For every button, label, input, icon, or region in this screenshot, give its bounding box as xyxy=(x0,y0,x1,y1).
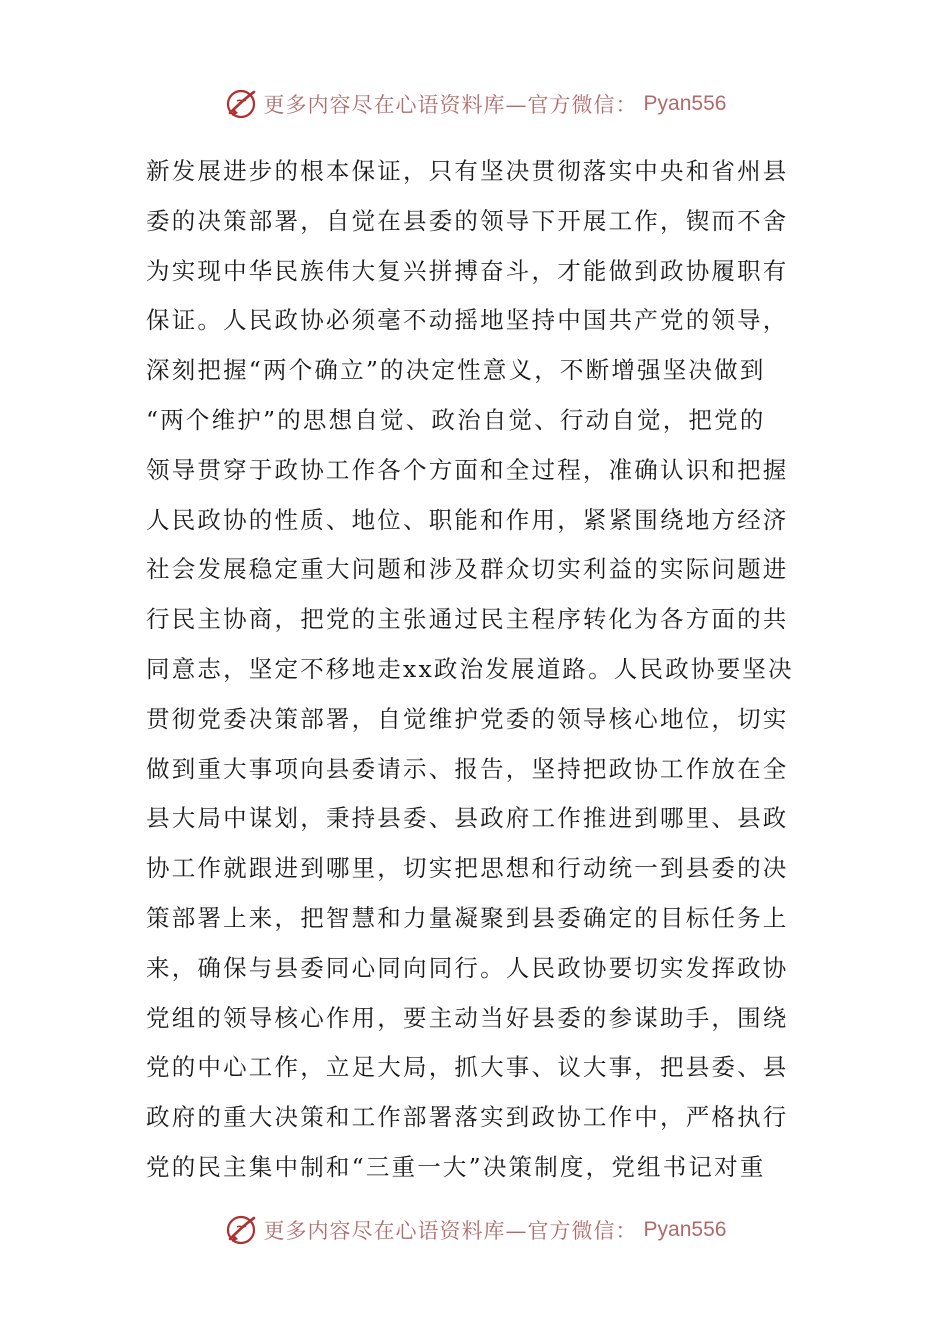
text-line: 委的决策部署，自觉在县委的领导下开展工作，锲而不舍 xyxy=(146,206,789,235)
text-line: 社会发展稳定重大问题和涉及群众切实利益的实际问题进 xyxy=(146,555,789,584)
watermark-wechat-id: Pyan556 xyxy=(643,1218,727,1241)
text-line: 保证。人民政协必须毫不动摇地坚持中国共产党的领导， xyxy=(146,306,789,335)
text-line: 同意志，坚定不移地走xx政治发展道路。人民政协要坚决 xyxy=(146,654,794,683)
text-line: 政府的重大决策和工作部署落实到政协工作中，严格执行 xyxy=(146,1103,789,1132)
text-line: 为实现中华民族伟大复兴拼搏奋斗，才能做到政协履职有 xyxy=(146,256,789,285)
watermark-text: 更多内容尽在心语资料库—官方微信： xyxy=(263,1219,638,1243)
document-body xyxy=(146,147,806,1193)
text-line: “两个维护”的思想自觉、政治自觉、行动自觉，把党的 xyxy=(146,405,766,434)
text-line: 党的民主集中制和“三重一大”决策制度，党组书记对重 xyxy=(146,1152,766,1181)
text-line: 深刻把握“两个确立”的决定性意义，不断增强坚决做到 xyxy=(146,356,766,385)
text-line: 领导贯穿于政协工作各个方面和全过程，准确认识和把握 xyxy=(146,455,789,484)
footer-watermark xyxy=(0,1210,950,1250)
text-line: 做到重大事项向县委请示、报告，坚持把政协工作放在全 xyxy=(146,754,789,783)
pen-seal-icon xyxy=(224,87,258,121)
text-line: 党组的领导核心作用，要主动当好县委的参谋助手，围绕 xyxy=(146,1003,789,1032)
text-line: 人民政协的性质、地位、职能和作用，紧紧围绕地方经济 xyxy=(146,505,789,534)
watermark-text: 更多内容尽在心语资料库—官方微信： xyxy=(263,93,638,117)
text-line: 县大局中谋划，秉持县委、县政府工作推进到哪里、县政 xyxy=(146,804,789,833)
watermark-wechat-id: Pyan556 xyxy=(643,92,727,115)
text-line: 党的中心工作，立足大局，抓大事、议大事，把县委、县 xyxy=(146,1053,789,1082)
text-line: 行民主协商，把党的主张通过民主程序转化为各方面的共 xyxy=(146,605,789,634)
header-watermark xyxy=(0,84,950,124)
text-line: 来，确保与县委同心同向同行。人民政协要切实发挥政协 xyxy=(146,953,789,982)
text-line: 新发展进步的根本保证，只有坚决贯彻落实中央和省州县 xyxy=(146,157,789,185)
text-line: 贯彻党委决策部署，自觉维护党委的领导核心地位，切实 xyxy=(146,704,789,733)
pen-seal-icon xyxy=(224,1213,258,1247)
text-line: 协工作就跟进到哪里，切实把思想和行动统一到县委的决 xyxy=(146,854,789,883)
text-line: 策部署上来，把智慧和力量凝聚到县委确定的目标任务上 xyxy=(146,903,789,932)
